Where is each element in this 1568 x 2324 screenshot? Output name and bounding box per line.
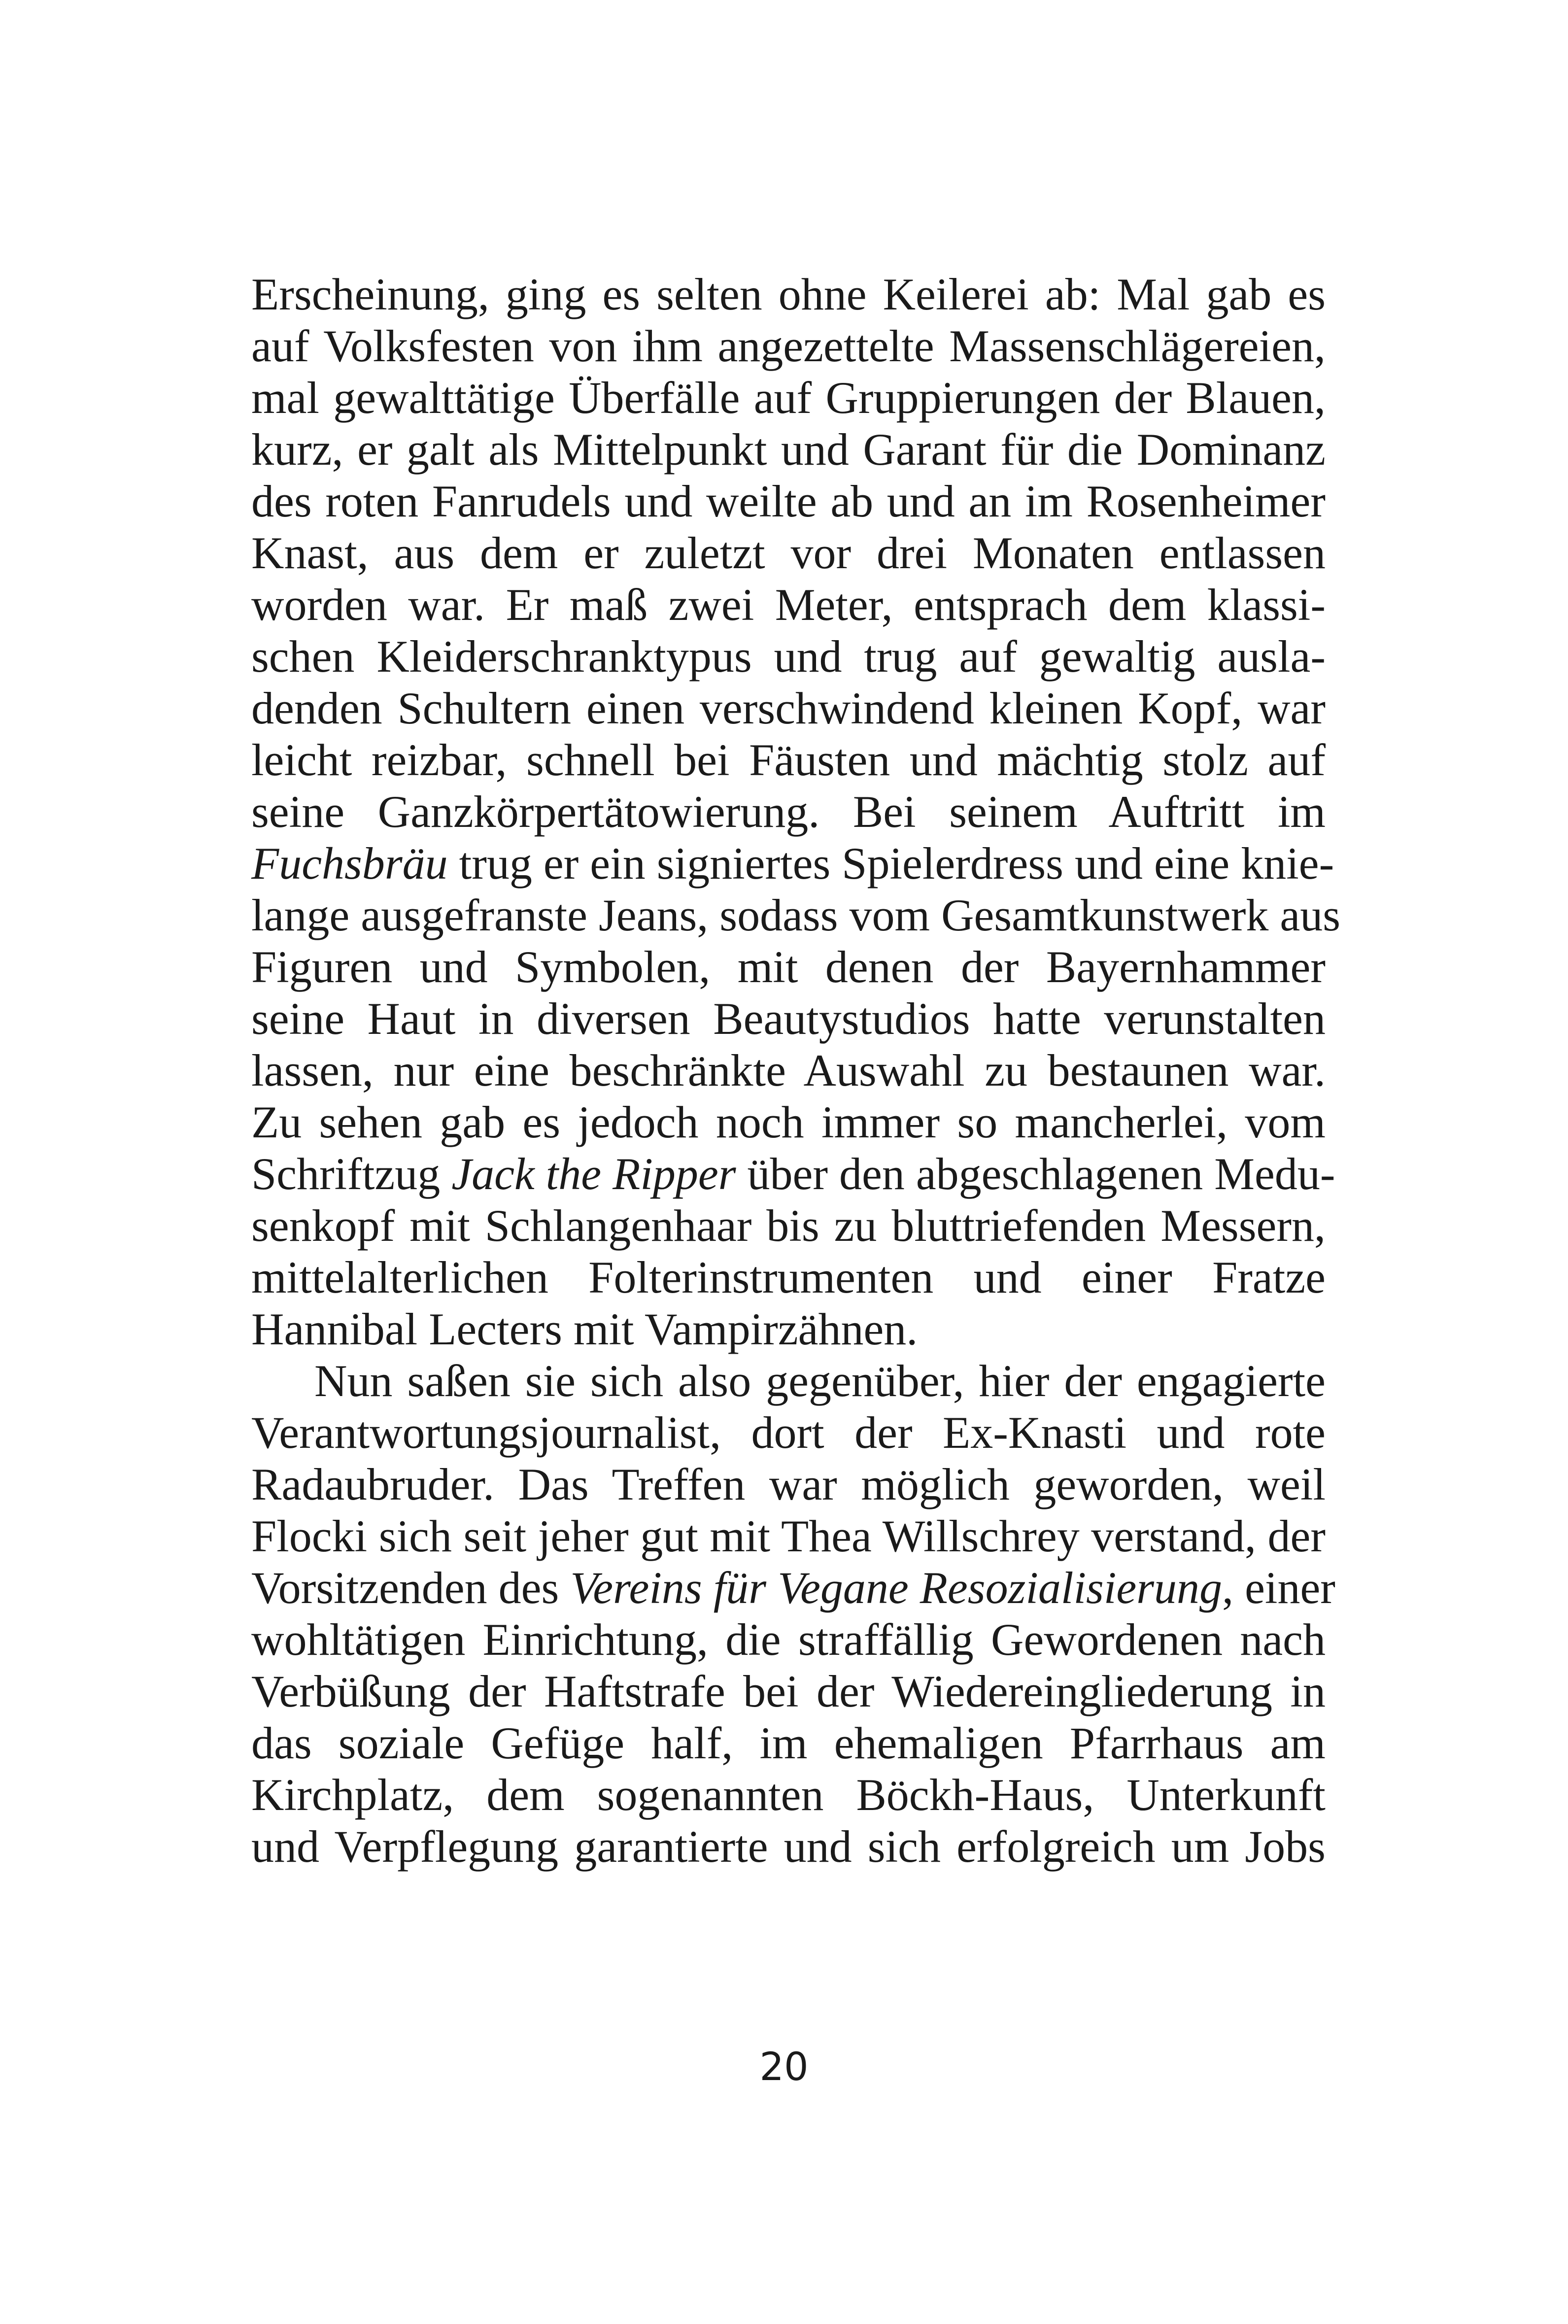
text-line: das soziale Gefüge half, im ehemaligen Pfarrhaus am <box>251 1718 1326 1768</box>
text-line: leicht reizbar, schnell bei Fäusten und mächtig stolz auf <box>251 735 1326 785</box>
text-line: seine Ganzkörpertätowierung. Bei seinem Auftritt im <box>251 786 1326 837</box>
text-line: des roten Fanrudels und weilte ab und an im Rosenheimer <box>251 476 1326 526</box>
text-line: denden Schultern einen verschwindend kleinen Kopf, war <box>251 683 1326 733</box>
text-line <box>251 1148 1335 1200</box>
italic-title: Jack the Ripper <box>451 1149 736 1199</box>
text-line: Figuren und Symbolen, mit denen der Bayernhammer <box>251 942 1326 992</box>
text-fragment: trug er ein signiertes Spielerdress und eine knie- <box>447 838 1334 889</box>
text-line <box>251 1562 1335 1614</box>
text-line: und Verpflegung garantierte und sich erfolgreich um Jobs <box>251 1821 1326 1872</box>
text-line: schen Kleiderschranktypus und trug auf gewaltig ausla- <box>251 631 1326 682</box>
italic-title: Fuchsbräu <box>251 838 448 889</box>
text-line: mittelalterlichen Folterinstrumenten und einer Fratze <box>251 1252 1326 1302</box>
text-fragment: , einer <box>1222 1563 1335 1613</box>
text-line: worden war. Er maß zwei Meter, entsprach dem klassi- <box>251 580 1326 630</box>
text-line: senkopf mit Schlangenhaar bis zu bluttriefenden Messern, <box>251 1200 1326 1251</box>
text-line: wohltätigen Einrichtung, die straffällig Gewordenen nach <box>251 1614 1326 1665</box>
text-line: Zu sehen gab es jedoch noch immer so mancherlei, vom <box>251 1097 1326 1147</box>
text-line: Knast, aus dem er zuletzt vor drei Monaten entlassen <box>251 528 1326 578</box>
text-line: auf Volksfesten von ihm angezettelte Massenschlägereien, <box>251 321 1326 371</box>
text-line: Verantwortungsjournalist, dort der Ex-Knasti und rote <box>251 1407 1326 1458</box>
page-body <box>251 269 1341 1873</box>
text-line: Kirchplatz, dem sogenannten Böckh-Haus, Unterkunft <box>251 1770 1326 1820</box>
text-fragment: über den abgeschlagenen Medu- <box>736 1149 1335 1199</box>
text-fragment: Vorsitzenden des <box>251 1563 571 1613</box>
page-number: 20 <box>759 2045 809 2089</box>
text-line: Erscheinung, ging es selten ohne Keilerei ab: Mal gab es <box>251 269 1326 319</box>
text-line: kurz, er galt als Mittelpunkt und Garant für die Dominanz <box>251 424 1326 475</box>
text-line: Verbüßung der Haftstrafe bei der Wiedereingliederung in <box>251 1666 1326 1716</box>
text-line: Radaubruder. Das Treffen war möglich geworden, weil <box>251 1459 1326 1509</box>
paragraph-first-line: Nun saßen sie sich also gegenüber, hier der engagierte <box>314 1356 1326 1406</box>
text-line: mal gewalttätige Überfälle auf Gruppierungen der Blauen, <box>251 373 1326 423</box>
text-line: seine Haut in diversen Beautystudios hatte verunstalten <box>251 993 1326 1044</box>
text-line: lange ausgefranste Jeans, sodass vom Gesamtkunstwerk aus <box>251 890 1341 940</box>
italic-title: Vereins für Vegane Resozialisierung <box>570 1563 1223 1613</box>
text-line: lassen, nur eine beschränkte Auswahl zu bestaunen war. <box>251 1045 1326 1095</box>
text-line: Flocki sich seit jeher gut mit Thea Willschrey verstand, der <box>251 1511 1326 1561</box>
text-fragment: Schriftzug <box>251 1149 452 1199</box>
paragraph-last-line: Hannibal Lecters mit Vampirzähnen. <box>251 1304 918 1354</box>
text-line <box>251 838 1334 889</box>
